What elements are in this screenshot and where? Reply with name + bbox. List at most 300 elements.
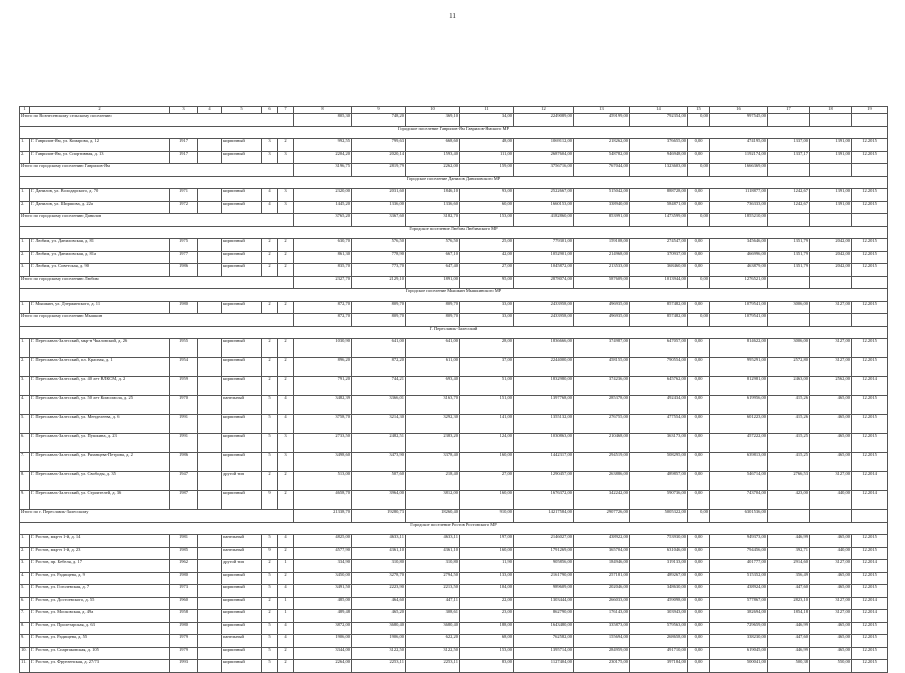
table-cell: 668,60 <box>406 139 460 152</box>
table-cell: 576,50 <box>406 239 460 252</box>
table-cell: 2146027,00 <box>514 535 574 548</box>
table-row <box>20 151 888 164</box>
subtotal-cell: 587609,00 <box>574 276 630 289</box>
table-cell: 989609,00 <box>514 585 574 598</box>
table-cell: 743704,00 <box>710 491 768 510</box>
address-cell: Г. Ростов, мкр-н 1-й, д. 14 <box>30 535 170 548</box>
table-cell: 5 <box>262 635 278 648</box>
address-cell: Г. Ростов, пр. Бебеля, д. 17 <box>30 560 170 573</box>
table-cell: 368460,00 <box>630 264 688 277</box>
column-number: 1 <box>20 107 30 114</box>
address-cell: Г. Данилов, ул. Ширшова, д. 22а <box>30 201 170 214</box>
table-cell: 1351,79 <box>768 251 810 264</box>
table-cell: 3127,00 <box>810 597 852 610</box>
subtotal-row <box>20 510 888 523</box>
subtotal-cell: 5005322,00 <box>630 510 688 523</box>
table-cell <box>198 622 222 635</box>
table-cell <box>198 189 222 202</box>
table-cell: 0,00 <box>688 560 710 573</box>
table-cell: 12.2015 <box>852 339 888 358</box>
table-cell <box>198 139 222 152</box>
table-cell: 1975 <box>170 239 198 252</box>
table-cell: кирпичный <box>222 151 262 164</box>
table-cell: 42,00 <box>460 251 514 264</box>
table-cell: 1351,79 <box>768 239 810 252</box>
subtotal-cell <box>852 276 888 289</box>
table-cell: 2253,11 <box>406 660 460 673</box>
table-cell: 338940,00 <box>574 201 630 214</box>
table-cell: 457222,00 <box>710 434 768 453</box>
table-cell: 0,00 <box>688 415 710 434</box>
table-cell: 12.2015 <box>852 585 888 598</box>
subtotal-cell: 18260,40 <box>406 510 460 523</box>
table-cell: 415,26 <box>768 396 810 415</box>
table-cell: 12.2015 <box>852 535 888 548</box>
table-cell: 949373,00 <box>710 535 768 548</box>
table-cell: 401777,00 <box>710 560 768 573</box>
table-cell: 276755,00 <box>574 415 630 434</box>
table-cell: панельный <box>222 396 262 415</box>
table-cell: 2223,90 <box>352 585 406 598</box>
subtotal-cell <box>810 114 852 127</box>
subtotal-label: Итого по г. Переславль-Залесскому <box>20 510 294 523</box>
table-cell <box>198 453 222 472</box>
address-cell: Г. Ростов, ул. Пролетарская, д. 63 <box>30 622 170 635</box>
table-cell: 2042,00 <box>810 239 852 252</box>
subtotal-cell: 809,70 <box>406 314 460 327</box>
table-cell <box>198 610 222 623</box>
table-cell <box>198 547 222 560</box>
table-cell: 3964,00 <box>352 491 406 510</box>
table-cell: кирпичный <box>222 264 262 277</box>
table-cell: 489,48 <box>294 610 352 623</box>
table-cell: 773,70 <box>352 264 406 277</box>
table-cell: 1069112,00 <box>514 139 574 152</box>
table-cell: 1959 <box>170 377 198 396</box>
table-cell: 446,99 <box>768 647 810 660</box>
subtotal-cell: 2907726,00 <box>574 510 630 523</box>
table-cell: 1970 <box>170 396 198 415</box>
table-cell: 23,00 <box>460 610 514 623</box>
table-cell: 862790,00 <box>514 610 574 623</box>
table-cell: 268658,00 <box>630 635 688 648</box>
subtotal-cell: 3765,20 <box>294 214 352 227</box>
table-cell: 2687604,00 <box>514 151 574 164</box>
table-cell: 308,61 <box>406 610 460 623</box>
table-cell: 2042,00 <box>810 251 852 264</box>
table-cell: 2 <box>278 491 294 510</box>
table-cell: 3. <box>20 377 30 396</box>
table-cell: 2213,50 <box>406 585 460 598</box>
table-cell: другой тип <box>222 472 262 491</box>
table-cell <box>198 377 222 396</box>
table-cell: 1980 <box>170 622 198 635</box>
table-cell: 334,90 <box>294 560 352 573</box>
table-cell: 0,00 <box>688 396 710 415</box>
table-cell: 27,00 <box>460 472 514 491</box>
table-cell: 12.2014 <box>852 491 888 510</box>
column-number: 19 <box>852 107 888 114</box>
table-cell: 645762,00 <box>630 377 688 396</box>
table-row <box>20 189 888 202</box>
table-row <box>20 434 888 453</box>
table-cell: 1045872,00 <box>514 264 574 277</box>
table-cell: 415,25 <box>768 434 810 453</box>
table-cell <box>198 339 222 358</box>
table-cell: 485,00 <box>294 597 352 610</box>
table-cell: 500041,00 <box>710 660 768 673</box>
subtotal-cell: 853991,00 <box>574 214 630 227</box>
table-cell: 1337,17 <box>768 151 810 164</box>
table-cell <box>198 151 222 164</box>
subtotal-cell: 809,70 <box>352 314 406 327</box>
subtotal-cell: 6301536,00 <box>710 510 768 523</box>
table-cell: 93,00 <box>460 189 514 202</box>
table-cell: 515352,00 <box>710 572 768 585</box>
table-cell: 1336,60 <box>406 201 460 214</box>
subtotal-cell: 19280,73 <box>352 510 406 523</box>
subtotal-cell: 2433958,00 <box>514 314 574 327</box>
table-cell <box>198 358 222 377</box>
table-cell: 37,00 <box>460 358 514 377</box>
table-cell: 0,00 <box>688 547 710 560</box>
table-cell: 1917 <box>170 139 198 152</box>
subtotal-cell <box>852 114 888 127</box>
table-cell: 0,00 <box>688 189 710 202</box>
table-cell: 274547,00 <box>630 239 688 252</box>
table-cell: 12.2014 <box>852 472 888 491</box>
table-cell: 12.2015 <box>852 264 888 277</box>
table-cell: 641,00 <box>352 339 406 358</box>
table-cell: 466996,00 <box>710 251 768 264</box>
column-number: 6 <box>262 107 278 114</box>
table-row <box>20 396 888 415</box>
table-row <box>20 339 888 358</box>
table-cell: 477554,00 <box>630 415 688 434</box>
subtotal-cell: 459199,00 <box>574 114 630 127</box>
table-cell: 214968,00 <box>574 251 630 264</box>
table-cell: 319133,00 <box>630 560 688 573</box>
table-cell: 2482,51 <box>352 434 406 453</box>
table-cell: 1. <box>20 239 30 252</box>
table-cell: 4361,10 <box>352 547 406 560</box>
table-cell: 3378,40 <box>406 453 460 472</box>
table-cell: кирпичный <box>222 572 262 585</box>
table-cell: 500,38 <box>768 660 810 673</box>
table-cell: 1303444,00 <box>514 597 574 610</box>
table-cell: 1986 <box>170 264 198 277</box>
table-cell: 812981,00 <box>710 377 768 396</box>
table-cell: кирпичный <box>222 139 262 152</box>
table-cell: 3 <box>278 453 294 472</box>
table-cell: 9 <box>262 547 278 560</box>
table-cell: 1955 <box>170 339 198 358</box>
table-cell: 415,25 <box>768 453 810 472</box>
table-cell: 1391,00 <box>810 201 852 214</box>
table-cell: 83,00 <box>460 660 514 673</box>
table-cell: 4. <box>20 396 30 415</box>
table-cell: 465,00 <box>810 415 852 434</box>
table-cell: 4658,70 <box>294 491 352 510</box>
table-cell: 2 <box>278 301 294 314</box>
table-row <box>20 622 888 635</box>
table-cell: 3127,00 <box>810 358 852 377</box>
table-cell: 3680,40 <box>352 622 406 635</box>
table-cell: 415,26 <box>768 415 810 434</box>
section-heading-row <box>20 226 888 239</box>
subtotal-cell <box>768 510 810 523</box>
table-cell: 33,00 <box>460 301 514 314</box>
subtotal-cell: 857482,00 <box>630 314 688 327</box>
table-cell: 1980 <box>170 572 198 585</box>
table-row <box>20 491 888 510</box>
table-cell: 348630,00 <box>630 585 688 598</box>
table-cell: 1979 <box>170 647 198 660</box>
table-row <box>20 301 888 314</box>
table-cell <box>198 535 222 548</box>
table-cell: 1. <box>20 339 30 358</box>
table-cell: 1355132,00 <box>514 415 574 434</box>
table-cell: 2433958,00 <box>514 301 574 314</box>
section-heading: Городское поселение Гаврилов-Ям Гаврилов-Ямского МР <box>20 126 888 139</box>
table-cell: 814622,00 <box>710 339 768 358</box>
table-cell: 791,20 <box>294 377 352 396</box>
table-cell: 2031,60 <box>352 189 406 202</box>
table-cell: 374236,00 <box>574 377 630 396</box>
table-cell: 12.2014 <box>852 610 888 623</box>
table-cell: 446,99 <box>768 622 810 635</box>
table-cell: 693,40 <box>406 377 460 396</box>
table-cell: 1791269,00 <box>514 547 574 560</box>
table-cell: 1192174,00 <box>710 151 768 164</box>
subtotal-cell: 0,00 <box>688 510 710 523</box>
table-cell: 2 <box>262 301 278 314</box>
subtotal-cell: 0,00 <box>688 314 710 327</box>
table-cell: 3 <box>262 139 278 152</box>
table-cell: 1972 <box>170 201 198 214</box>
table-cell: 3127,00 <box>810 339 852 358</box>
table-cell: 5 <box>262 660 278 673</box>
table-cell: 0,00 <box>688 358 710 377</box>
column-number: 16 <box>710 107 768 114</box>
table-cell: 303943,00 <box>630 610 688 623</box>
column-number: 7 <box>278 107 294 114</box>
table-cell: 584871,00 <box>630 201 688 214</box>
table-cell: 3. <box>20 264 30 277</box>
subtotal-cell: 2129,10 <box>352 276 406 289</box>
section-heading: Городское поселение Мышкин Мышкинского МР <box>20 289 888 302</box>
table-cell: 230175,00 <box>574 660 630 673</box>
table-cell: 151,00 <box>460 396 514 415</box>
table-cell: 356,49 <box>768 572 810 585</box>
address-cell: Г. Любим, ул. Даниловская, д. 81 <box>30 239 170 252</box>
subtotal-cell: 1079541,00 <box>710 314 768 327</box>
table-cell: 51,00 <box>460 377 514 396</box>
subtotal-cell: 0,00 <box>688 214 710 227</box>
table-cell: кирпичный <box>222 597 262 610</box>
subtotal-row <box>20 114 888 127</box>
table-cell: панельный <box>222 635 262 648</box>
table-cell: 7. <box>20 453 30 472</box>
table-cell: 2 <box>278 647 294 660</box>
table-cell: 630,70 <box>294 239 352 252</box>
table-cell: 1660153,00 <box>514 201 574 214</box>
table-cell: 376655,00 <box>630 139 688 152</box>
subtotal-cell <box>810 510 852 523</box>
table-cell: 2 <box>262 472 278 491</box>
table-cell: 1979 <box>170 635 198 648</box>
subtotal-cell: 1855210,00 <box>710 214 768 227</box>
table-cell: 392,71 <box>768 547 810 560</box>
table-cell: 1960 <box>170 597 198 610</box>
table-cell: 4. <box>20 572 30 585</box>
page-number: 11 <box>449 12 456 20</box>
table-cell: 465,00 <box>810 622 852 635</box>
table-cell: 1290457,00 <box>514 472 574 491</box>
subtotal-cell: 1891,00 <box>406 276 460 289</box>
table-cell: 3006,00 <box>768 339 810 358</box>
table-cell: 12.2015 <box>852 415 888 434</box>
subtotal-cell: 3367,60 <box>352 214 406 227</box>
table-cell: 2. <box>20 251 30 264</box>
table-cell: 4633,11 <box>352 535 406 548</box>
table-cell: 2562,00 <box>810 377 852 396</box>
section-heading: Городское поселение Любим Любимского МР <box>20 226 888 239</box>
table-cell: 12.2015 <box>852 358 888 377</box>
table-cell: 0,00 <box>688 264 710 277</box>
table-cell: 210468,00 <box>574 434 630 453</box>
table-cell: 0,00 <box>688 491 710 510</box>
address-cell: Г. Переславль-Залесский, мкр-н Чкаловский, д. 26 <box>30 339 170 358</box>
address-cell: Г. Переславль-Залесский, ул. Пушкина, д. 23 <box>30 434 170 453</box>
subtotal-label: Итого по Вознесенскому сельскому поселению <box>20 114 294 127</box>
table-cell: 2823,10 <box>768 597 810 610</box>
table-cell: другой тип <box>222 560 262 573</box>
table-cell <box>198 560 222 573</box>
table-cell: 2 <box>278 358 294 377</box>
column-number: 4 <box>198 107 222 114</box>
table-cell: кирпичный <box>222 453 262 472</box>
address-cell: Г. Гаврилов-Ям, ул. Спортивная, д. 13 <box>30 151 170 164</box>
table-cell: кирпичный <box>222 622 262 635</box>
table-row <box>20 377 888 396</box>
subtotal-label: Итого по городскому поселению Данилов <box>20 214 294 227</box>
table-cell: 10. <box>20 647 30 660</box>
column-number: 8 <box>294 107 352 114</box>
table-cell: 872,20 <box>352 358 406 377</box>
table-cell: 5 <box>262 415 278 434</box>
subtotal-cell: 2262,00 <box>406 164 460 177</box>
address-cell: Г. Переславль-Залесский, ул. 40 лет ВЛКСМ, д. 2 <box>30 377 170 396</box>
table-cell: 4 <box>278 415 294 434</box>
table-cell <box>198 660 222 673</box>
table-cell <box>198 585 222 598</box>
table-cell: 22,00 <box>460 597 514 610</box>
table-cell: 141,00 <box>460 415 514 434</box>
table-cell: кирпичный <box>222 491 262 510</box>
table-cell: 647057,00 <box>630 339 688 358</box>
table-cell: 342242,00 <box>574 491 630 510</box>
table-cell: 1 <box>278 597 294 610</box>
subtotal-cell: 805,30 <box>294 114 352 127</box>
table-cell: 3758,70 <box>294 415 352 434</box>
subtotal-cell <box>810 214 852 227</box>
table-cell: 133,00 <box>460 572 514 585</box>
table-cell: 4633,11 <box>406 535 460 548</box>
table-cell: 12.2014 <box>852 597 888 610</box>
table-cell: 3482,39 <box>294 396 352 415</box>
section-heading-row <box>20 522 888 535</box>
table-cell: 4 <box>278 622 294 635</box>
table-cell: 5 <box>262 453 278 472</box>
table-cell: 1 <box>278 560 294 573</box>
subtotal-cell: 910,00 <box>460 510 514 523</box>
table-cell: 1336,00 <box>352 201 406 214</box>
table-cell: 1. <box>20 535 30 548</box>
table-cell <box>198 491 222 510</box>
table-cell: 3122,50 <box>352 647 406 660</box>
table-cell: 794456,00 <box>710 547 768 560</box>
table-cell: 2914,60 <box>768 560 810 573</box>
table-cell: 513,00 <box>294 472 352 491</box>
table-cell: 905856,00 <box>514 560 574 573</box>
table-cell: 4 <box>262 189 278 202</box>
table-cell: 1986 <box>170 453 198 472</box>
table-row <box>20 585 888 598</box>
table-cell: 3 <box>278 189 294 202</box>
table-cell: 0,00 <box>688 339 710 358</box>
table-cell: 0,00 <box>688 622 710 635</box>
table-cell <box>198 572 222 585</box>
subtotal-cell <box>852 164 888 177</box>
table-cell: 8. <box>20 472 30 491</box>
table-cell: кирпичный <box>222 660 262 673</box>
table-cell: 619045,00 <box>710 647 768 660</box>
table-cell: 4825,00 <box>294 535 352 548</box>
table-cell: 1391,00 <box>810 189 852 202</box>
table-cell: 4 <box>278 635 294 648</box>
table-cell: 3 <box>262 151 278 164</box>
table-cell: панельный <box>222 547 262 560</box>
table-cell: 508295,00 <box>630 453 688 472</box>
column-number: 14 <box>630 107 688 114</box>
table-cell: 492434,00 <box>630 396 688 415</box>
table-cell: 438922,00 <box>574 535 630 548</box>
table-cell: 465,00 <box>810 535 852 548</box>
table-cell: 2 <box>278 547 294 560</box>
table-cell: 9. <box>20 635 30 648</box>
table-cell: 753930,00 <box>630 535 688 548</box>
subtotal-cell: 1013944,00 <box>630 276 688 289</box>
table-cell <box>198 201 222 214</box>
table-cell: 2463,00 <box>768 377 810 396</box>
table-cell: 4577,90 <box>294 547 352 560</box>
table-cell: 3473,90 <box>352 453 406 472</box>
table-cell: 5. <box>20 415 30 434</box>
table-row <box>20 560 888 573</box>
table-cell: 3214,30 <box>352 415 406 434</box>
table-cell: 2. <box>20 201 30 214</box>
table-cell: 12.2015 <box>852 151 888 164</box>
table-cell: 5 <box>262 396 278 415</box>
table-row <box>20 415 888 434</box>
table-cell: 667,10 <box>406 251 460 264</box>
subtotal-cell: 3196,75 <box>294 164 352 177</box>
table-cell: 3278,70 <box>352 572 406 585</box>
table-cell: 27,00 <box>460 264 514 277</box>
table-cell: 285378,00 <box>574 396 630 415</box>
subtotal-cell: 1473599,00 <box>630 214 688 227</box>
